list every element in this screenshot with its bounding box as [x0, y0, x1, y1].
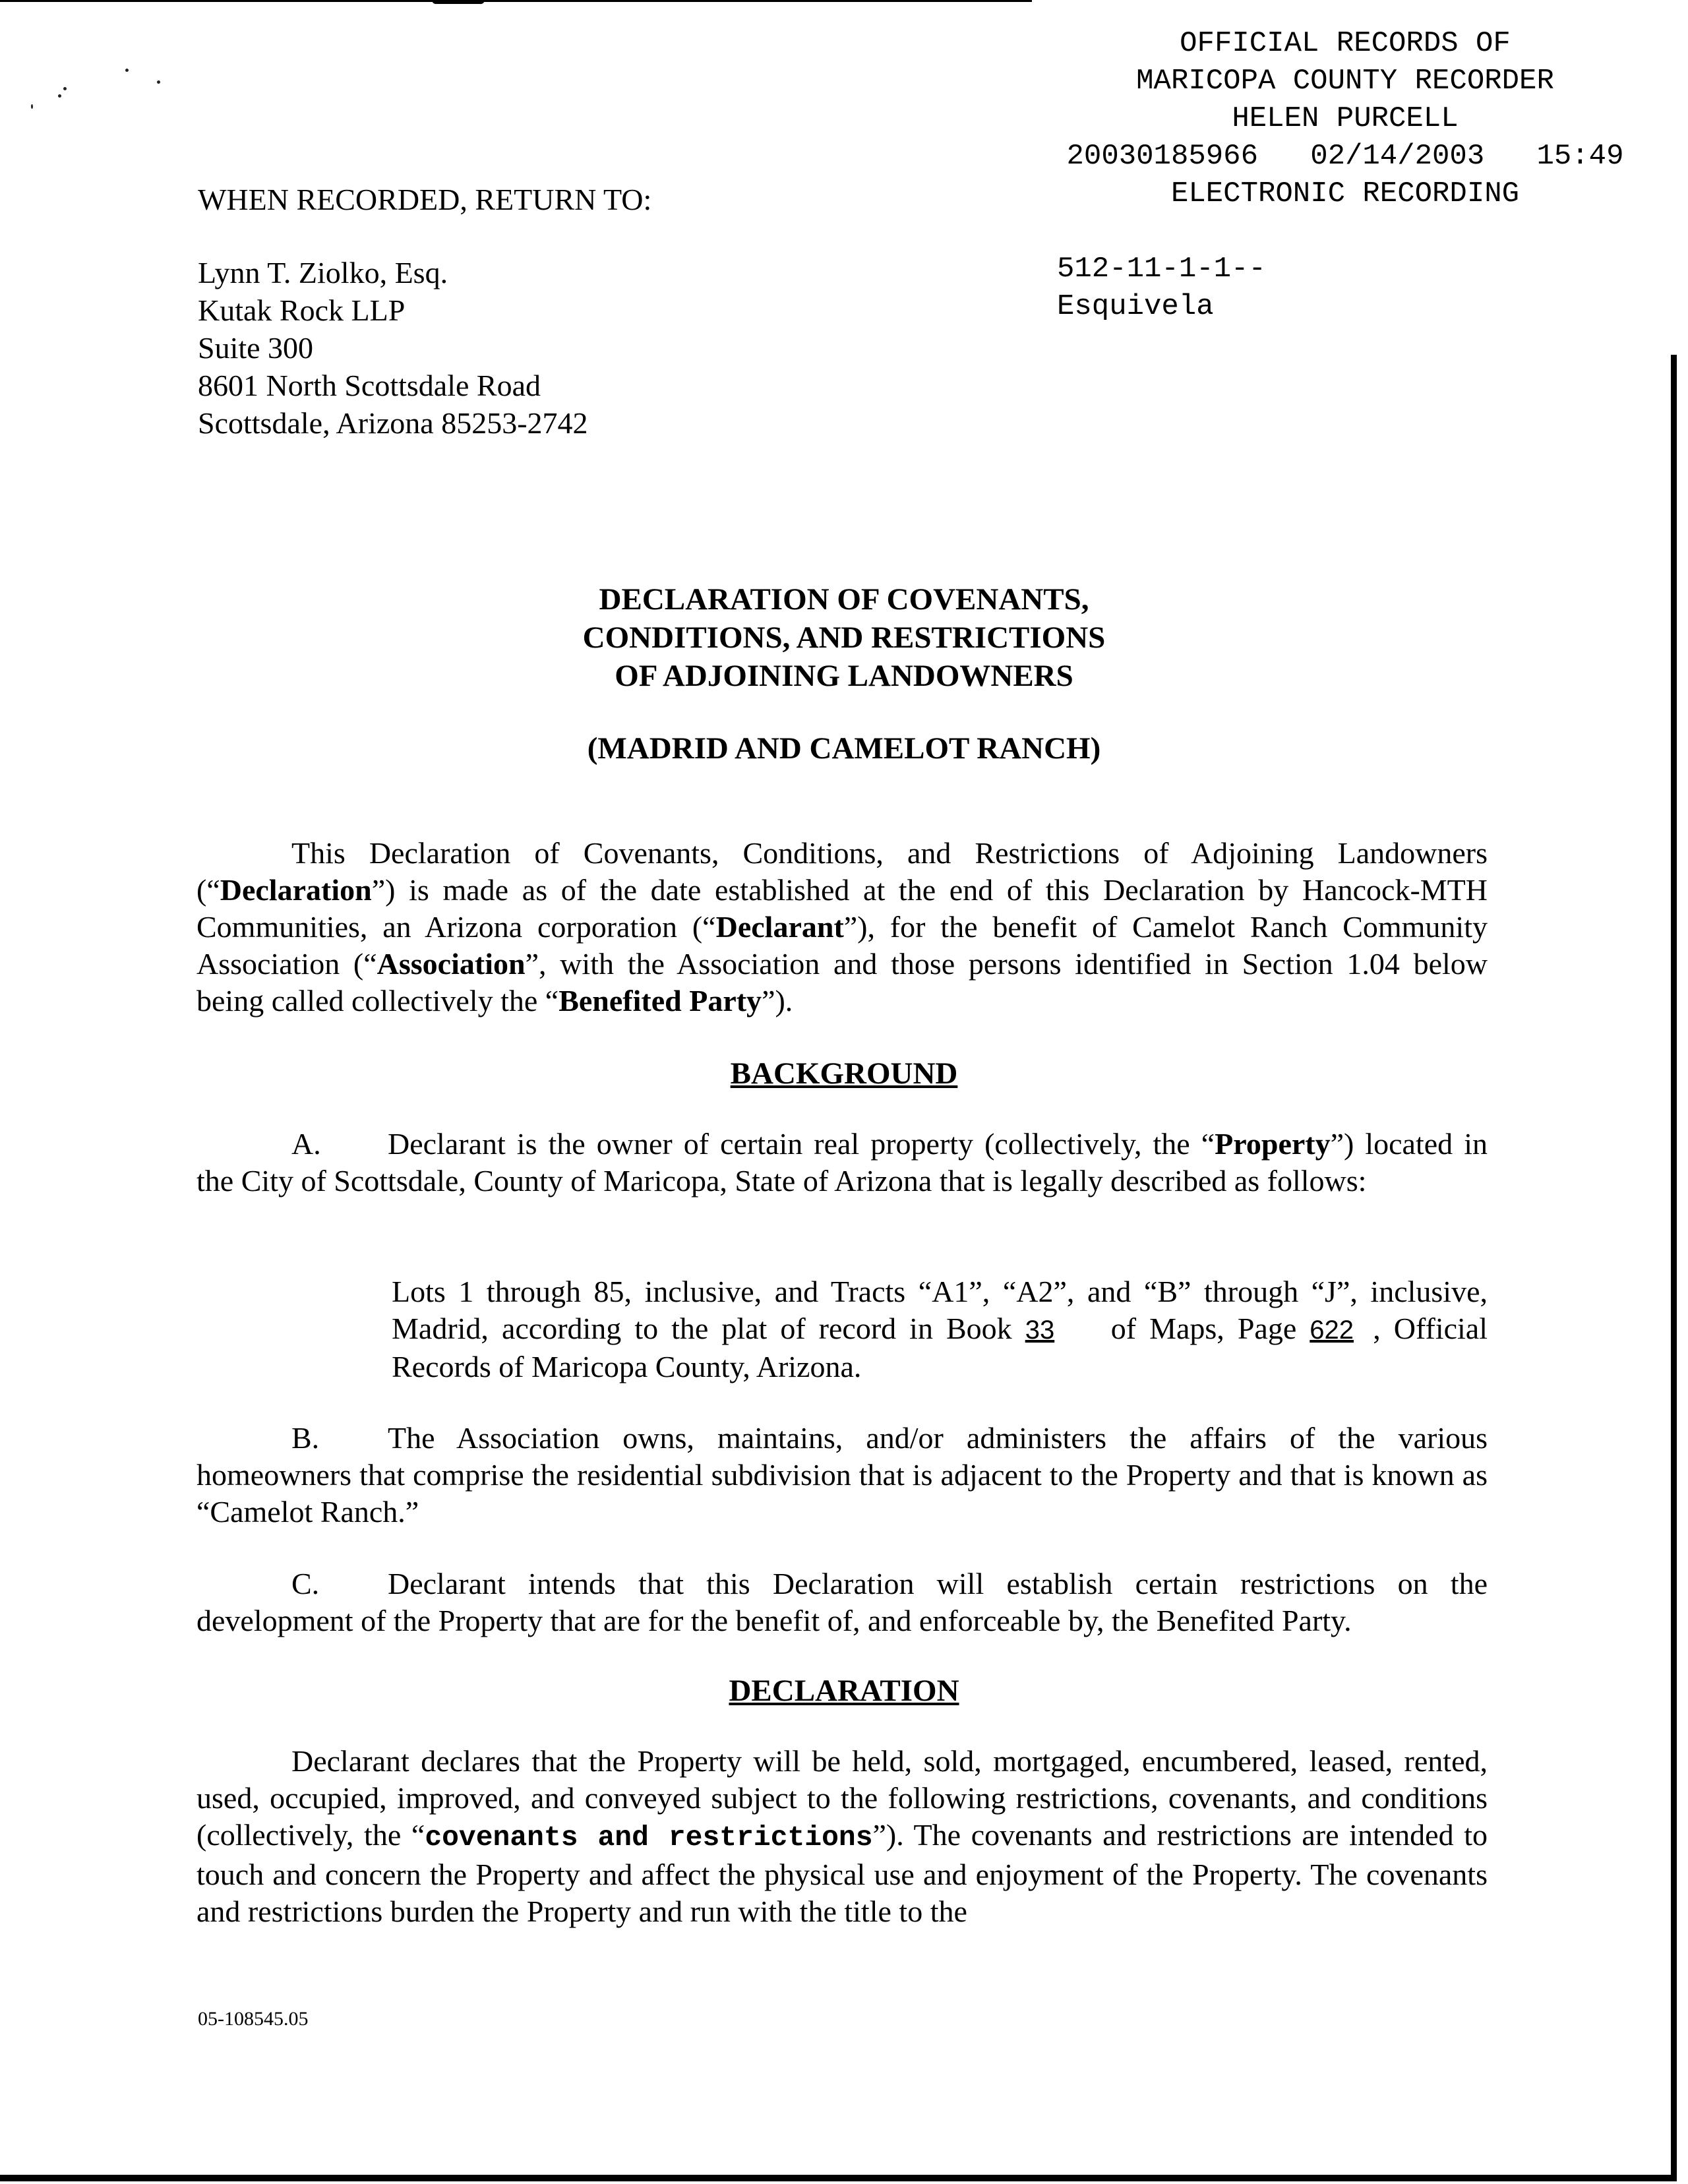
scan-speck	[31, 104, 33, 109]
paragraph-label: C.	[291, 1567, 320, 1600]
title-line: OF ADJOINING LANDOWNERS	[615, 659, 1073, 693]
document-title	[0, 580, 1688, 695]
recorder-line: HELEN PURCELL	[1232, 102, 1459, 135]
paragraph-label: B.	[291, 1421, 320, 1455]
defined-term: Benefited Party	[558, 984, 762, 1017]
address-line: 8601 North Scottsdale Road	[198, 369, 541, 402]
address-line: Suite 300	[198, 331, 314, 365]
background-paragraph-a: A. Declarant is the owner of certain real property (collectively, the “Property”) located in the City of Scottsdale, County of Maricopa, State of Arizona that is legally described as follows:	[196, 1127, 1488, 1198]
defined-term: Association	[377, 947, 526, 981]
title-line: DECLARATION OF COVENANTS,	[599, 582, 1089, 617]
declaration-paragraph: Declarant declares that the Property will be held, sold, mortgaged, encumbered, leased, rented, used, occupied, improved, and conveyed subject to the following restrictions, covenants, and conditions (collectively, the “covenants and restrictions”). The covenants and restrictions are intended to touch and concern the Property and affect the physical use and enjoyment of the Property. The covenants and restrictions burden the Property and run with the title to the	[196, 1744, 1488, 1928]
recorder-line: OFFICIAL RECORDS OF	[1180, 27, 1511, 60]
parcel-info	[1057, 251, 1266, 326]
defined-term: covenants and restrictions	[425, 1821, 873, 1854]
recording-number-date-time: 20030185966 02/14/2003 15:49	[1066, 140, 1624, 173]
intro-paragraph: This Declaration of Covenants, Conditions, and Restrictions of Adjoining Landowners (“Declaration”) is made as of the date established at the end of this Declaration by Hancock-MTH Communities, an Arizona corporation (“Declarant”), for the benefit of Camelot Ranch Community Association (“Association”, with the Association and those persons identified in Section 1.04 below being called collectively the “Benefited Party”).	[196, 836, 1488, 1017]
address-line: Scottsdale, Arizona 85253-2742	[198, 406, 588, 440]
book-number-handwritten: 33	[1025, 1316, 1055, 1345]
title-line: CONDITIONS, AND RESTRICTIONS	[582, 621, 1106, 655]
address-line: Lynn T. Ziolko, Esq.	[198, 256, 448, 289]
scan-bottom-edge-bar	[0, 2175, 1677, 2181]
legal-description: Lots 1 through 85, inclusive, and Tracts “A1”, “A2”, and “B” through “J”, inclusive, Madrid, according to the plat of record in Book 33 of Maps, Page 622 , Official Records of Maricopa County, Arizona.	[392, 1275, 1488, 1383]
background-heading: BACKGROUND	[730, 1056, 958, 1091]
background-paragraph-b: B. The Association owns, maintains, and/or administers the affairs of the various homeowners that comprise the residential subdivision that is adjacent to the Property and that is known as “Camelot Ranch.”	[196, 1421, 1488, 1529]
return-address	[198, 254, 588, 442]
parcel-name: Esquivela	[1057, 290, 1214, 323]
return-label: WHEN RECORDED, RETURN TO:	[198, 183, 652, 216]
parcel-code: 512-11-1-1--	[1057, 253, 1266, 286]
scan-blot	[432, 0, 485, 4]
address-line: Kutak Rock LLP	[198, 293, 406, 327]
defined-term: Declarant	[715, 910, 844, 944]
recorder-stamp	[1029, 25, 1662, 213]
scan-speck	[125, 69, 129, 72]
scan-top-edge-line	[0, 0, 1032, 2]
defined-term: Declaration	[220, 873, 372, 907]
document-number: 05-108545.05	[198, 2008, 309, 2030]
paragraph-label: A.	[291, 1127, 321, 1161]
page-number-handwritten: 622	[1310, 1316, 1354, 1345]
document-subtitle: (MADRID AND CAMELOT RANCH)	[587, 731, 1101, 766]
recorder-line: MARICOPA COUNTY RECORDER	[1136, 65, 1554, 98]
defined-term: Property	[1215, 1127, 1331, 1161]
declaration-heading: DECLARATION	[729, 1674, 959, 1708]
scan-speck	[63, 87, 67, 90]
recorder-line: ELECTRONIC RECORDING	[1170, 177, 1520, 210]
background-paragraph-c: C. Declarant intends that this Declaration will establish certain restrictions on the development of the Property that are for the benefit of, and enforceable by, the Benefited Party.	[196, 1567, 1488, 1637]
scan-speck	[157, 80, 160, 84]
scan-speck	[58, 94, 61, 98]
